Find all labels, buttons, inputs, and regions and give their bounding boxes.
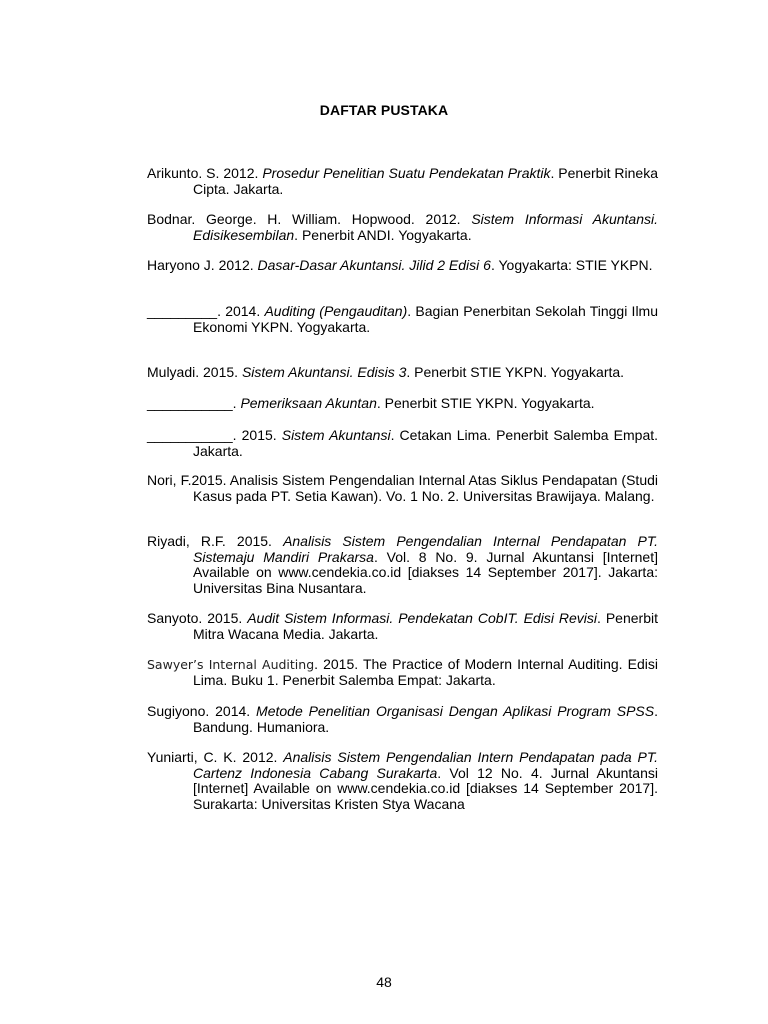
reference-title: Sistem Informasi Akuntansi. Edisikesembilan: [193, 211, 658, 243]
reference-entry: [147, 166, 658, 197]
reference-text: _________. 2014.: [147, 303, 265, 319]
reference-entry: [147, 258, 658, 274]
reference-entry: [147, 396, 658, 412]
reference-text: Riyadi, R.F. 2015.: [147, 533, 284, 549]
reference-text: . Bandung. Humaniora.: [193, 703, 658, 735]
reference-title: Pemeriksaan Akuntan: [240, 395, 377, 411]
reference-text: Bodnar. George. H. William. Hopwood. 2012.: [147, 211, 472, 227]
reference-title: Audit Sistem Informasi. Pendekatan CobIT. Edisi Revisi: [247, 610, 597, 626]
reference-title: Prosedur Penelitian Suatu Pendekatan Praktik: [262, 165, 551, 181]
reference-text: . Cetakan Lima. Penerbit Salemba Empat. Jakarta.: [193, 427, 659, 459]
reference-text: ___________.: [147, 395, 241, 411]
reference-text: Haryono J. 2012.: [147, 257, 258, 273]
reference-entry: [147, 428, 658, 459]
reference-entry: [147, 704, 658, 735]
reference-entry: [147, 657, 658, 688]
reference-text: . Penerbit STIE YKPN. Yogyakarta.: [376, 395, 595, 411]
reference-text: Mulyadi. 2015.: [147, 364, 242, 380]
reference-text: . Penerbit STIE YKPN. Yogyakarta.: [406, 364, 625, 380]
reference-text: ___________. 2015.: [147, 427, 282, 443]
reference-text: Arikunto. S. 2012.: [147, 165, 263, 181]
reference-text: Sugiyono. 2014.: [147, 703, 257, 719]
page-title: DAFTAR PUSTAKA: [319, 102, 449, 118]
page-number: 48: [376, 974, 392, 990]
reference-text: . Penerbit Rineka Cipta. Jakarta.: [193, 165, 658, 197]
reference-title: Auditing (Pengauditan): [264, 303, 408, 319]
reference-text: Sawyer’s Internal Auditing: [147, 657, 315, 672]
reference-text: Yuniarti, C. K. 2012.: [147, 749, 284, 765]
reference-title: Metode Penelitian Organisasi Dengan Aplikasi Program SPSS: [256, 703, 655, 719]
reference-text: . Vol. 8 No. 9. Jurnal Akuntansi [Internet] Available on www.cendekia.co.id [diakses 14 September 2017]. Jakarta: Universitas Bina Nusantara.: [193, 548, 658, 596]
reference-text: . Penerbit ANDI. Yogyakarta.: [294, 226, 472, 243]
reference-entry: [147, 750, 658, 812]
reference-entry: [147, 365, 658, 381]
reference-entry: [147, 611, 658, 642]
reference-text: Sanyoto. 2015.: [147, 610, 248, 626]
reference-text: . Penerbit Mitra Wacana Media. Jakarta.: [193, 610, 658, 642]
reference-text: . Yogyakarta: STIE YKPN.: [490, 257, 653, 273]
reference-title: Sistem Akuntansi. Edisis 3: [241, 364, 407, 380]
reference-entry: [147, 304, 658, 335]
reference-entry: [147, 473, 658, 504]
reference-entry: [147, 212, 658, 243]
reference-title: Sistem Akuntansi: [281, 427, 391, 443]
reference-title: Dasar-Dasar Akuntansi. Jilid 2 Edisi 6: [257, 257, 491, 273]
reference-text: Nori, F.2015. Analisis Sistem Pengendalian Internal Atas Siklus Pendapatan (Studi Kasus pada PT. Setia Kawan). Vo. 1 No. 2. Universitas Brawijaya. Malang.: [147, 472, 658, 504]
reference-entry: [147, 534, 658, 596]
reference-title: Analisis Sistem Pengendalian Internal Pendapatan PT. Sistemaju Mandiri Prakarsa: [193, 533, 658, 565]
reference-text: . Vol 12 No. 4. Jurnal Akuntansi [Internet] Available on www.cendekia.co.id [diakses 14 September 2017]. Surakarta: Universitas Kristen Stya Wacana: [193, 764, 658, 812]
reference-text: . Bagian Penerbitan Sekolah Tinggi Ilmu Ekonomi YKPN. Yogyakarta.: [193, 303, 659, 335]
reference-title: Analisis Sistem Pengendalian Intern Pendapatan pada PT. Cartenz Indonesia Cabang Surakarta: [193, 749, 658, 781]
reference-text: . 2015. The Practice of Modern Internal Auditing. Edisi Lima. Buku 1. Penerbit Salemba Empat: Jakarta.: [193, 656, 658, 688]
